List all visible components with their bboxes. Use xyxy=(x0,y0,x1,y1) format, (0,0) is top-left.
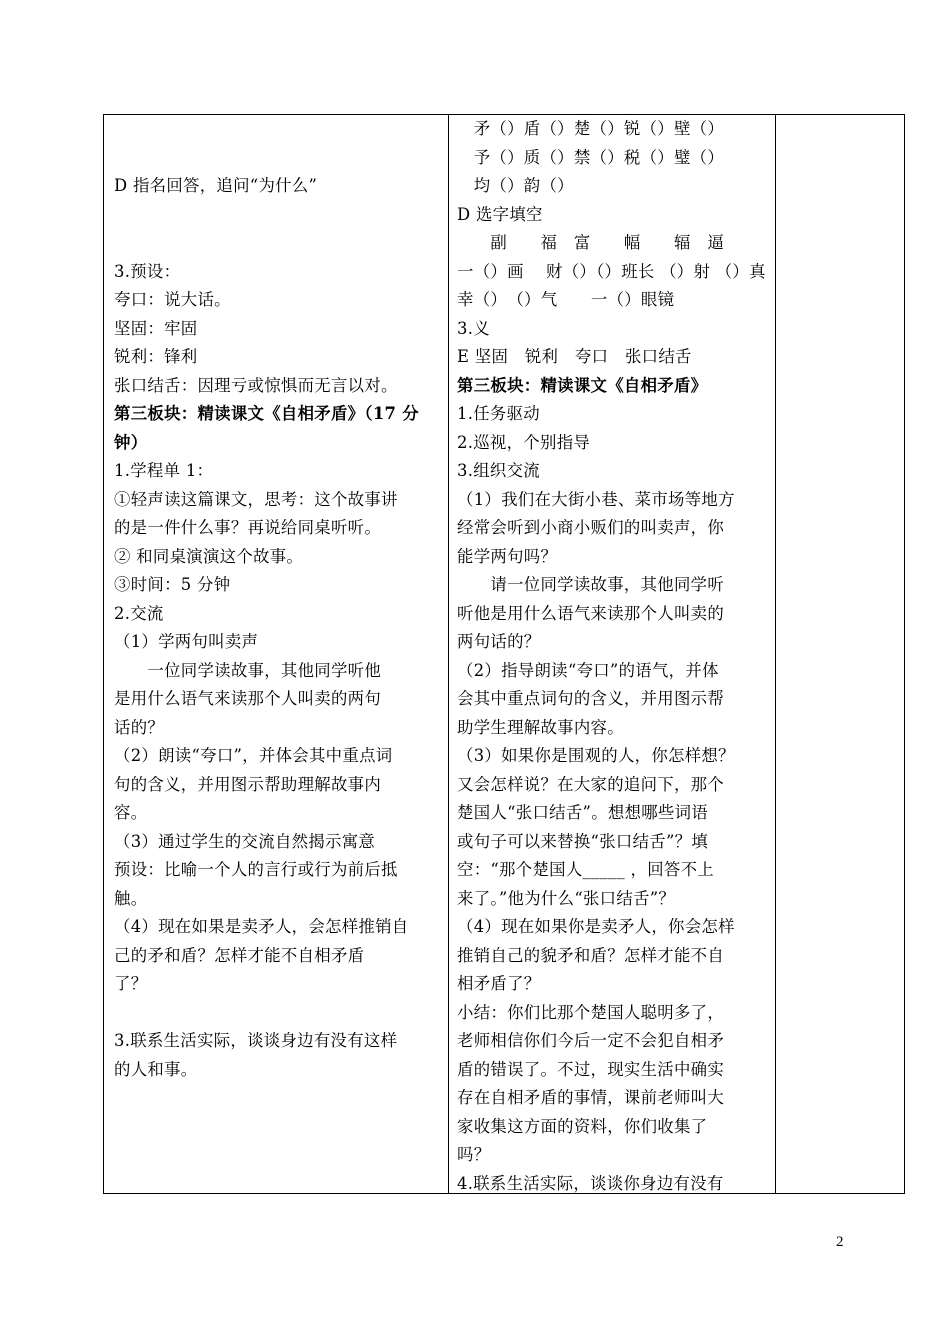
text-line: 家收集这方面的资料，你们收集了 xyxy=(457,1116,708,1136)
text-line: （4）现在如果你是卖矛人，你会怎样 xyxy=(457,917,735,936)
text-line: 相矛盾了？ xyxy=(457,974,541,993)
student-activity-column xyxy=(104,115,449,1193)
text-line: 予（）质（）禁（）税（）璧（） xyxy=(457,147,725,167)
text-line: 两句话的？ xyxy=(457,632,541,651)
text-line: 容。 xyxy=(114,803,148,822)
section-heading: 第三板块：精读课文《自相矛盾》 xyxy=(457,375,708,395)
text-line: （1）学两句叫卖声 xyxy=(114,632,259,651)
text-line: 助学生理解故事内容。 xyxy=(457,717,624,737)
section-heading: 钟） xyxy=(114,432,148,452)
text-line: （1）我们在大街小巷、菜市场等地方 xyxy=(457,489,735,509)
text-line: （2）指导朗读“夸口”的语气，并体 xyxy=(457,660,719,680)
text-line: 3.预设： xyxy=(114,261,181,281)
section-heading: 第三板块：精读课文《自相矛盾》（17 分 xyxy=(114,404,419,423)
text-line: 楚国人“张口结舌”。想想哪些词语 xyxy=(457,803,709,822)
text-line: 能学两句吗？ xyxy=(457,546,558,566)
text-line: D 指名回答，追问“为什么” xyxy=(114,176,318,195)
text-line: 1.学程单 1： xyxy=(114,461,214,480)
text-line: 张口结舌：因理亏或惊惧而无言以对。 xyxy=(114,375,398,395)
text-line: 1.任务驱动 xyxy=(457,404,541,423)
text-line: 空：“那个楚国人_____ ，回答不上 xyxy=(457,860,714,879)
text-line: 副 福 富 幅 辐 逼 xyxy=(457,233,725,252)
text-line: 3.联系生活实际，谈谈身边有没有这样 xyxy=(114,1031,398,1050)
text-line: 己的矛和盾？怎样才能不自相矛盾 xyxy=(114,945,365,965)
text-line: ①轻声读这篇课文，思考：这个故事讲 xyxy=(114,489,398,509)
text-line: 矛（）盾（）楚（）锐（）壁（） xyxy=(457,119,725,138)
text-line: 坚固：牢固 xyxy=(114,318,198,338)
text-line: 4.联系生活实际，谈谈你身边有没有 xyxy=(457,1173,724,1193)
text-line: E 坚固 锐利 夸口 张口结舌 xyxy=(457,347,692,366)
text-line: （2）朗读“夸口”，并体会其中重点词 xyxy=(114,746,393,765)
teacher-activity-column xyxy=(448,115,776,1193)
text-line: ③时间：5 分钟 xyxy=(114,575,231,594)
text-line: 推销自己的貌矛和盾？怎样才能不自 xyxy=(457,945,725,965)
text-line: 话的？ xyxy=(114,717,165,737)
text-line: 经常会听到小商小贩们的叫卖声，你 xyxy=(457,518,725,537)
notes-column xyxy=(775,115,904,1193)
text-line: 盾的错误了。不过，现实生活中确实 xyxy=(457,1059,725,1079)
text-line: 3.组织交流 xyxy=(457,461,541,480)
text-line: 会其中重点词句的含义，并用图示帮 xyxy=(457,689,725,708)
text-line: 又会怎样说？在大家的追问下，那个 xyxy=(457,774,725,794)
text-line: 一（）画 财（）（）班长 （）射 （）真 xyxy=(457,261,766,281)
lesson-plan-table xyxy=(103,114,905,1194)
text-line: 老师相信你们今后一定不会犯自相矛 xyxy=(457,1031,725,1050)
text-line: 的是一件什么事？再说给同桌听听。 xyxy=(114,518,382,537)
text-line: 是用什么语气来读那个人叫卖的两句 xyxy=(114,689,382,708)
text-line: 小结：你们比那个楚国人聪明多了， xyxy=(457,1002,725,1022)
text-line: （4）现在如果是卖矛人，会怎样推销自 xyxy=(114,917,409,936)
text-line: 吗？ xyxy=(457,1145,491,1164)
text-line: 3.义 xyxy=(457,318,490,338)
text-line: D 选字填空 xyxy=(457,204,543,224)
text-line: 请一位同学读故事，其他同学听 xyxy=(457,575,725,594)
text-line: 句的含义，并用图示帮助理解故事内 xyxy=(114,774,382,794)
text-line: ② 和同桌演演这个故事。 xyxy=(114,546,304,566)
text-line: 预设：比喻一个人的言行或行为前后抵 xyxy=(114,860,398,879)
text-line: （3）如果你是围观的人，你怎样想？ xyxy=(457,746,735,765)
text-line: 锐利：锋利 xyxy=(114,347,198,366)
text-line: （3）通过学生的交流自然揭示寓意 xyxy=(114,831,376,851)
text-line: 的人和事。 xyxy=(114,1059,198,1079)
text-line: 2.巡视，个别指导 xyxy=(457,432,591,452)
text-line: 听他是用什么语气来读那个人叫卖的 xyxy=(457,603,725,623)
text-line: 存在自相矛盾的事情，课前老师叫大 xyxy=(457,1088,725,1107)
text-line: 来了。”他为什么“张口结舌”？ xyxy=(457,888,676,908)
text-line: 2.交流 xyxy=(114,603,164,623)
page-number: 2 xyxy=(836,1234,844,1250)
text-line: 触。 xyxy=(114,888,148,908)
text-line: 夸口：说大话。 xyxy=(114,290,231,309)
text-line: 或句子可以来替换“张口结舌”？填 xyxy=(457,831,709,851)
text-line: 一位同学读故事，其他同学听他 xyxy=(114,660,382,680)
text-line: 均（）韵（） xyxy=(457,176,574,195)
text-line: 了？ xyxy=(114,974,148,993)
text-line: 幸（） （）气 一（）眼镜 xyxy=(457,290,675,309)
